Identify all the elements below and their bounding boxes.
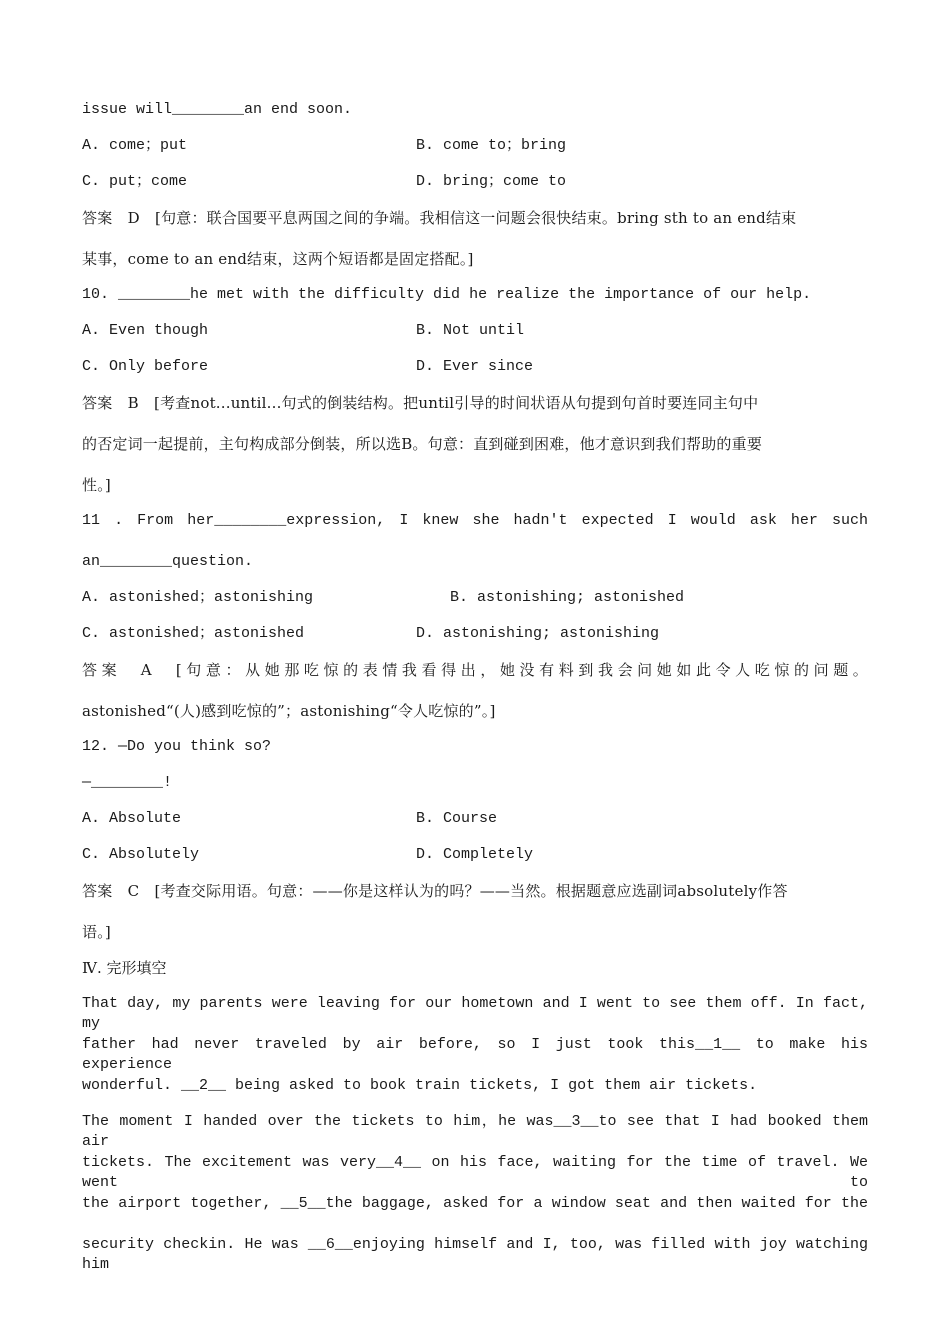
answer-line: 的否定词一起提前，主句构成部分倒装，所以选B。句意：直到碰到困难，他才意识到我们帮助的重要 xyxy=(82,435,763,453)
answer-line: 答案 D [句意：联合国要平息两国之间的争端。我相信这一问题会很快结束。bring sth to an end结束 xyxy=(82,209,797,227)
answer-line: 性。] xyxy=(82,476,111,494)
passage-line: security checkin. He was __6__enjoying himself and I, too, was filled with joy watching him xyxy=(82,1236,868,1273)
option-d: D. bring；come to xyxy=(416,173,567,190)
option-b: B. astonishing; astonished xyxy=(450,589,685,606)
passage-line: father had never traveled by air before, so I just took this__1__ to make his experience xyxy=(82,1036,868,1073)
option-c: C. astonished；astonished xyxy=(82,625,305,642)
passage-line: the airport together, __5__the baggage, asked for a window seat and then waited for the xyxy=(82,1195,868,1212)
answer-line: astonished“(人)感到吃惊的”；astonishing“令人吃惊的”。] xyxy=(82,702,496,720)
question-11: 11 . From her________expression, I knew she hadn't expected I would ask her such xyxy=(82,512,868,529)
option-a: A. come；put xyxy=(82,137,188,154)
passage-line: That day, my parents were leaving for our hometown and I went to see them off. In fact, my xyxy=(82,995,868,1032)
option-b: B. come to；bring xyxy=(416,137,567,154)
option-b: B. Not until xyxy=(416,322,525,339)
question-12: 12. —Do you think so? xyxy=(82,738,272,755)
passage-line: wonderful. __2__ being asked to book train tickets, I got them air tickets. xyxy=(82,1077,758,1094)
option-a: A. astonished；astonishing xyxy=(82,589,314,606)
option-d: D. Completely xyxy=(416,846,534,863)
option-b: B. Course xyxy=(416,810,498,827)
section-heading: Ⅳ. 完形填空 xyxy=(82,959,167,977)
option-d: D. Ever since xyxy=(416,358,534,375)
option-c: C. Only before xyxy=(82,358,209,375)
option-a: A. Even though xyxy=(82,322,209,339)
question-11-cont: an________question. xyxy=(82,553,254,570)
answer-line: 答案 B [考查not...until...句式的倒装结构。把until引导的时间状语从句提到句首时要连同主句中 xyxy=(82,394,759,412)
option-a: A. Absolute xyxy=(82,810,182,827)
text-line: issue will________an end soon. xyxy=(82,101,353,118)
answer-line: 某事，come to an end结束，这两个短语都是固定搭配。] xyxy=(82,250,474,268)
option-c: C. Absolutely xyxy=(82,846,200,863)
answer-line: 答案 A [句意：从她那吃惊的表情我看得出，她没有料到我会问她如此令人吃惊的问题。 xyxy=(82,661,868,679)
passage-line: tickets. The excitement was very__4__ on his face, waiting for the time of travel. We went to xyxy=(82,1154,868,1191)
option-d: D. astonishing; astonishing xyxy=(416,625,660,642)
question-12-reply: —________! xyxy=(82,774,173,791)
answer-line: 语。] xyxy=(82,923,111,941)
question-10: 10. ________he met with the difficulty did he realize the importance of our help. xyxy=(82,286,812,303)
passage-line: The moment I handed over the tickets to him，he was__3__to see that I had booked them air xyxy=(82,1113,868,1150)
option-c: C. put；come xyxy=(82,173,188,190)
answer-line: 答案 C [考查交际用语。句意：——你是这样认为的吗？——当然。根据题意应选副词absolutely作答 xyxy=(82,882,788,900)
